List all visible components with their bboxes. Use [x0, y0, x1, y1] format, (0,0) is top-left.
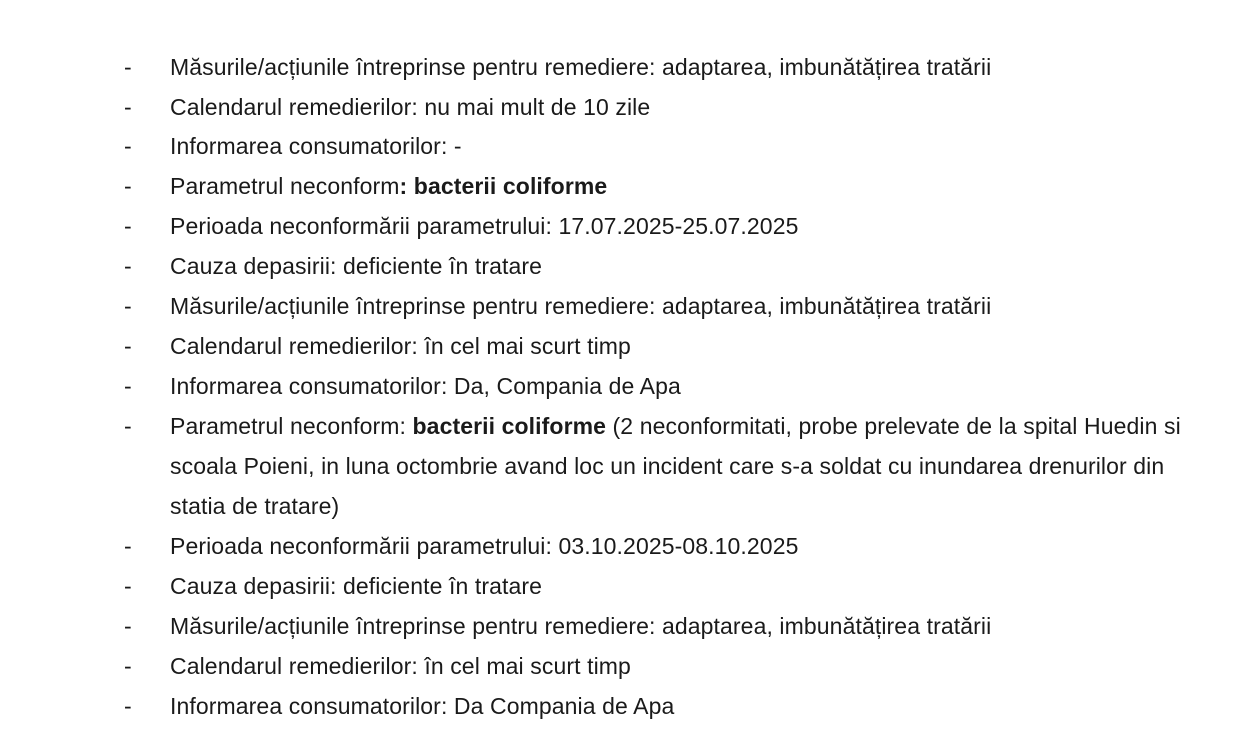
- list-item-text: Cauza depasirii: deficiente în tratare: [170, 573, 543, 599]
- bullet-dash: -: [124, 54, 132, 80]
- list-item-text: Informarea consumatorilor: Da Compania de Apa: [170, 693, 675, 719]
- bullet-dash: -: [124, 293, 132, 319]
- list-item-text: Informarea consumatorilor: -: [170, 133, 462, 159]
- bullet-dash: -: [124, 653, 132, 679]
- bullet-dash: -: [124, 613, 132, 639]
- bullet-dash: -: [124, 133, 132, 159]
- list-item-text: Calendarul remedierilor: în cel mai scurt timp: [170, 653, 631, 679]
- bullet-dash: -: [124, 413, 132, 439]
- list-item-text: Calendarul remedierilor: nu mai mult de 10 zile: [170, 94, 651, 120]
- bullet-dash: -: [124, 373, 132, 399]
- bullet-dash: -: [124, 213, 132, 239]
- list-item-text: Măsurile/acțiunile întreprinse pentru remediere: adaptarea, imbunătățirea tratării: [170, 293, 992, 319]
- list-item-text: Perioada neconformării parametrului: 03.10.2025-08.10.2025: [170, 533, 799, 559]
- bullet-dash: -: [124, 693, 132, 719]
- list-item-text: [170, 406, 1210, 526]
- parameter-value: bacterii coliforme: [412, 413, 607, 439]
- list-item-text: Măsurile/acțiunile întreprinse pentru remediere: adaptarea, imbunătățirea tratării: [170, 613, 992, 639]
- list-item-text: Informarea consumatorilor: Da, Compania de Apa: [170, 373, 681, 399]
- bullet-dash: -: [124, 533, 132, 559]
- list-item-text: Perioada neconformării parametrului: 17.07.2025-25.07.2025: [170, 213, 799, 239]
- list-item-text: Cauza depasirii: deficiente în tratare: [170, 253, 543, 279]
- bullet-dash: -: [124, 173, 132, 199]
- parameter-label: Parametrul neconform: [170, 173, 400, 199]
- parameter-note: (2 neconformitati, probe prelevate de la spital Huedin si scoala Poieni, in luna octombrie avand loc un incident care s-a soldat cu inundarea drenurilor din statia de tratare): [170, 413, 1181, 519]
- bullet-dash: -: [124, 253, 132, 279]
- parameter-value: : bacterii coliforme: [399, 173, 608, 199]
- list-item-text: Măsurile/acțiunile întreprinse pentru remediere: adaptarea, imbunătățirea tratării: [170, 54, 992, 80]
- list-item-text: [170, 166, 1210, 206]
- list-item-text: Calendarul remedierilor: în cel mai scurt timp: [170, 333, 631, 359]
- bullet-dash: -: [124, 94, 132, 120]
- bullet-dash: -: [124, 573, 132, 599]
- parameter-label: Parametrul neconform:: [170, 413, 413, 439]
- bullet-dash: -: [124, 333, 132, 359]
